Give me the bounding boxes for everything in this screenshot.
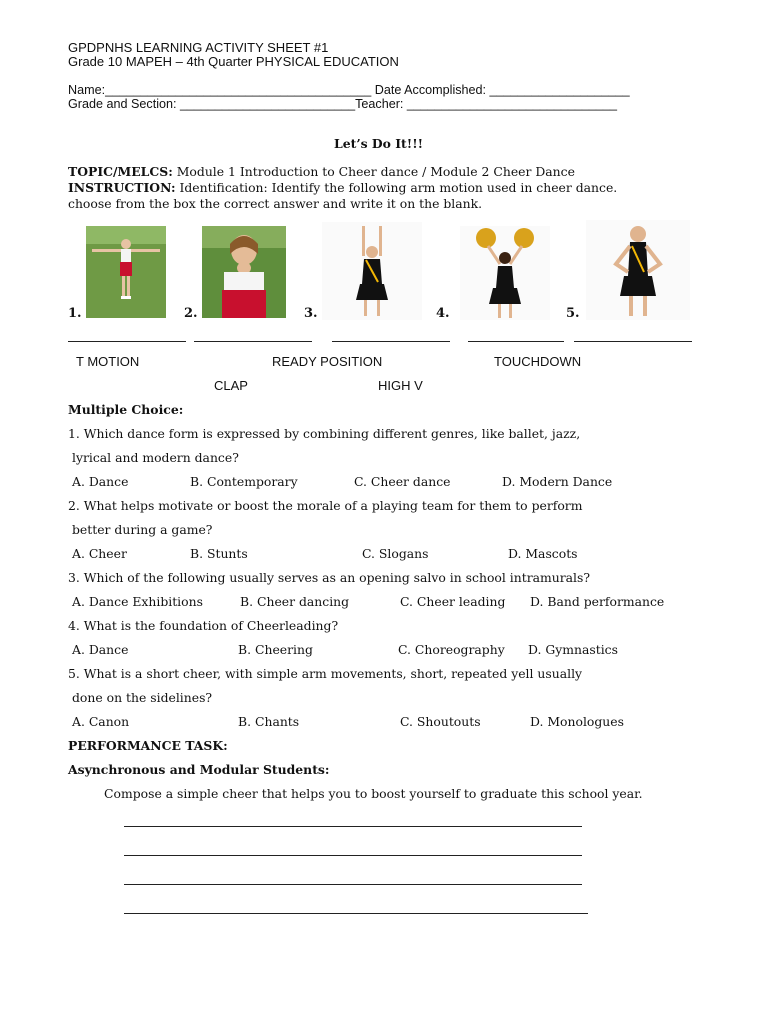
choice-clap: CLAP (214, 378, 248, 393)
item-number-3: 3. (304, 306, 318, 321)
answer-line-4[interactable] (124, 913, 588, 914)
answer-blank-1[interactable] (68, 341, 186, 342)
item-number-4: 4. (436, 306, 450, 321)
topic-label: TOPIC/MELCS: (68, 164, 173, 179)
q3-option-d[interactable]: D. Band performance (530, 594, 665, 609)
q5-option-d[interactable]: D. Monologues (530, 714, 624, 729)
answer-blank-3[interactable] (332, 341, 450, 342)
instruction-line (68, 180, 617, 196)
q2-option-c[interactable]: C. Slogans (362, 546, 429, 561)
q3-option-b[interactable]: B. Cheer dancing (240, 594, 350, 609)
choice-t-motion: T MOTION (76, 354, 140, 369)
asynchronous-heading: Asynchronous and Modular Students: (68, 762, 330, 777)
answer-blank-2[interactable] (194, 341, 312, 342)
answer-line-1[interactable] (124, 826, 582, 827)
cheerleader-touchdown-photo (322, 222, 422, 320)
q1-option-b[interactable]: B. Contemporary (190, 474, 298, 489)
q1-option-a[interactable]: A. Dance (72, 474, 129, 489)
instruction-label: INSTRUCTION: (68, 180, 176, 195)
q2-option-d[interactable]: D. Mascots (508, 546, 578, 561)
topic-text: Module 1 Introduction to Cheer dance / Module 2 Cheer Dance (176, 164, 575, 179)
choice-ready-position: READY POSITION (272, 354, 383, 369)
question-1: 1. Which dance form is expressed by combining different genres, like ballet, jazz, (68, 426, 581, 441)
q1-option-c[interactable]: C. Cheer dance (354, 474, 451, 489)
instruction-text-2: choose from the box the correct answer and write it on the blank. (68, 196, 483, 211)
multiple-choice-heading: Multiple Choice: (68, 402, 184, 417)
question-5: 5. What is a short cheer, with simple arm movements, short, repeated yell usually (68, 666, 583, 681)
instruction-text: Identification: Identify the following arm motion used in cheer dance. (175, 180, 618, 195)
performance-task-heading: PERFORMANCE TASK: (68, 738, 228, 753)
q3-option-c[interactable]: C. Cheer leading (400, 594, 506, 609)
q5-option-b[interactable]: B. Chants (238, 714, 300, 729)
answer-line-2[interactable] (124, 855, 582, 856)
cheerleader-high-v-pompom-photo (460, 226, 550, 320)
question-2: 2. What helps motivate or boost the morale of a playing team for them to perform (68, 498, 583, 513)
q5-option-c[interactable]: C. Shoutouts (400, 714, 481, 729)
q3-option-a[interactable]: A. Dance Exhibitions (72, 594, 203, 609)
answer-blank-4[interactable] (468, 341, 564, 342)
answer-line-3[interactable] (124, 884, 582, 885)
q2-option-a[interactable]: A. Cheer (72, 546, 127, 561)
question-3: 3. Which of the following usually serves as an opening salvo in school intramurals? (68, 570, 591, 585)
topic-line (68, 164, 575, 180)
performance-prompt: Compose a simple cheer that helps you to boost yourself to graduate this school year. (104, 786, 643, 801)
q4-option-b[interactable]: B. Cheering (238, 642, 313, 657)
choice-high-v: HIGH V (378, 378, 423, 393)
sheet-subtitle: Grade 10 MAPEH – 4th Quarter PHYSICAL EDUCATION (68, 54, 399, 69)
choice-touchdown: TOUCHDOWN (494, 354, 582, 369)
cheerleader-clap-photo (202, 226, 286, 318)
item-number-1: 1. (68, 306, 82, 321)
cheerleader-t-motion-photo (86, 226, 166, 318)
sheet-title: GPDPNHS LEARNING ACTIVITY SHEET #1 (68, 40, 329, 55)
question-1-cont: lyrical and modern dance? (72, 450, 239, 465)
q5-option-a[interactable]: A. Canon (72, 714, 130, 729)
section-teacher-line: Grade and Section: _________________________Teacher: ______________________________ (68, 97, 618, 111)
answer-blank-5[interactable] (574, 341, 692, 342)
cheerleader-ready-position-photo (586, 220, 690, 320)
q4-option-d[interactable]: D. Gymnastics (528, 642, 618, 657)
question-5-cont: done on the sidelines? (72, 690, 213, 705)
name-date-line: Name:______________________________________ Date Accomplished: ____________________ (68, 83, 630, 97)
q1-option-d[interactable]: D. Modern Dance (502, 474, 613, 489)
q4-option-c[interactable]: C. Choreography (398, 642, 505, 657)
item-number-2: 2. (184, 306, 198, 321)
q2-option-b[interactable]: B. Stunts (190, 546, 248, 561)
question-2-cont: better during a game? (72, 522, 213, 537)
question-4: 4. What is the foundation of Cheerleading? (68, 618, 339, 633)
item-number-5: 5. (566, 306, 580, 321)
q4-option-a[interactable]: A. Dance (72, 642, 129, 657)
activity-heading: Let’s Do It!!! (334, 136, 424, 151)
